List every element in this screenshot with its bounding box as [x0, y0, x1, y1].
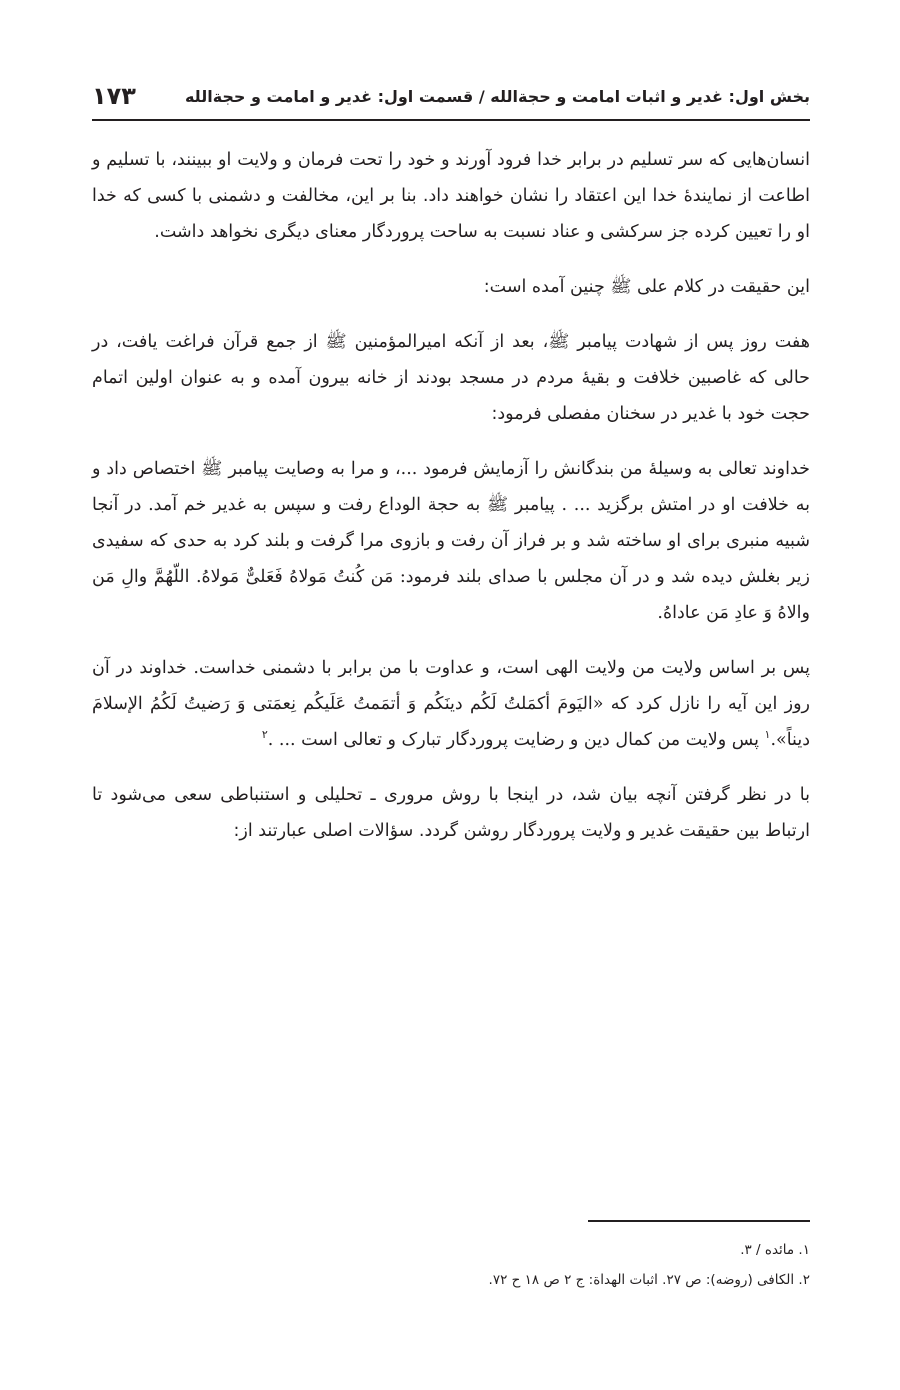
footnote-1: ۱. مائده / ۳. — [740, 1242, 810, 1258]
quotation-text-part1: پس بر اساس ولایت من ولایت الهی است، و عداوت با من برابر با دشمنی خداست. خداوند در آن روز این آیه را نازل کرد که «الیَومَ أکمَلتُ لَکُم دینَکُم وَ أتمَمتُ عَلَیکُم نِعمَتی وَ رَضیتُ لَکُمُ الإسلامَ دیناً». — [92, 658, 810, 750]
quotation-text-part2: پس ولایت من کمال دین و رضایت پروردگار تبارک و تعالی است ... . — [267, 730, 765, 750]
footnote-divider — [588, 1220, 810, 1222]
paragraph-method: با در نظر گرفتن آنچه بیان شد، در اینجا با روش مروری ـ تحلیلی و استنباطی سعی می‌شود تا ارتباط بین حقیقت غدیر و ولایت پروردگار روشن گردد. سؤالات اصلی عبارتند از: — [92, 785, 810, 841]
paragraph-quotation-continued — [92, 650, 810, 758]
paragraph-intro: انسان‌هایی که سر تسلیم در برابر خدا فرود آورند و خود را تحت فرمان و ولایت او ببینند، با تسلیم و اطاعت از نمایندهٔ خدا این اعتقاد را نشان خواهند داد. بنا بر این، مخالفت و دشمنی با کسی که خدا او را تعیین کرده جز سرکشی و عناد نسبت به ساحت پروردگار معنای دیگری نخواهد داشت. — [92, 150, 810, 242]
paragraph-lead-in: این حقیقت در کلام علی ﷺ چنین آمده است: — [483, 277, 810, 297]
page-number: ۱۷۳ — [92, 82, 136, 110]
paragraph-quotation: خداوند تعالی به وسیلهٔ من بندگانش را آزمایش فرمود ...، و مرا به وصایت پیامبر ﷺ اختصاص داد و به خلافت او در امتش برگزید ... . پیامبر ﷺ به حجة الوداع رفت و سپس به غدیر خم آمد. در آنجا شبیه منبری برای او ساخته شد و بر فراز آن رفت و بازوی مرا گرفت و بلند کرد به حدی که سفیدی زیر بغلش دیده شد و در آن مجلس با صدای بلند فرمود: مَن کُنتُ مَولاهُ فَعَلیٌّ مَولاهُ. اللّهُمَّ والِ مَن والاهُ وَ عادِ مَن عاداهُ. — [92, 459, 810, 623]
running-header-title: بخش اول: غدیر و اثبات امامت و حجةالله / قسمت اول: غدیر و امامت و حجةالله — [184, 86, 810, 106]
header-divider — [92, 119, 810, 121]
body-text — [92, 142, 810, 868]
running-header — [92, 76, 810, 116]
paragraph-narrative: هفت روز پس از شهادت پیامبر ﷺ، بعد از آنکه امیرالمؤمنین ﷺ از جمع قرآن فراغت یافت، در حالی که غاصبین خلافت و بقیهٔ مردم در مسجد بودند از خانه بیرون آمده و به عنوان اولین اتمام حجت خود با غدیر در سخنان مفصلی فرمود: — [92, 332, 810, 424]
footnotes — [92, 1235, 810, 1295]
book-page — [92, 60, 810, 1370]
footnote-2: ۲. الکافی (روضه): ص ۲۷. اثبات الهداة: ج ۲ ص ۱۸ ح ۷۲. — [488, 1272, 810, 1288]
footnote-ref-2[interactable]: ۲ — [261, 728, 268, 742]
footnote-ref-1[interactable]: ۱ — [764, 728, 771, 742]
